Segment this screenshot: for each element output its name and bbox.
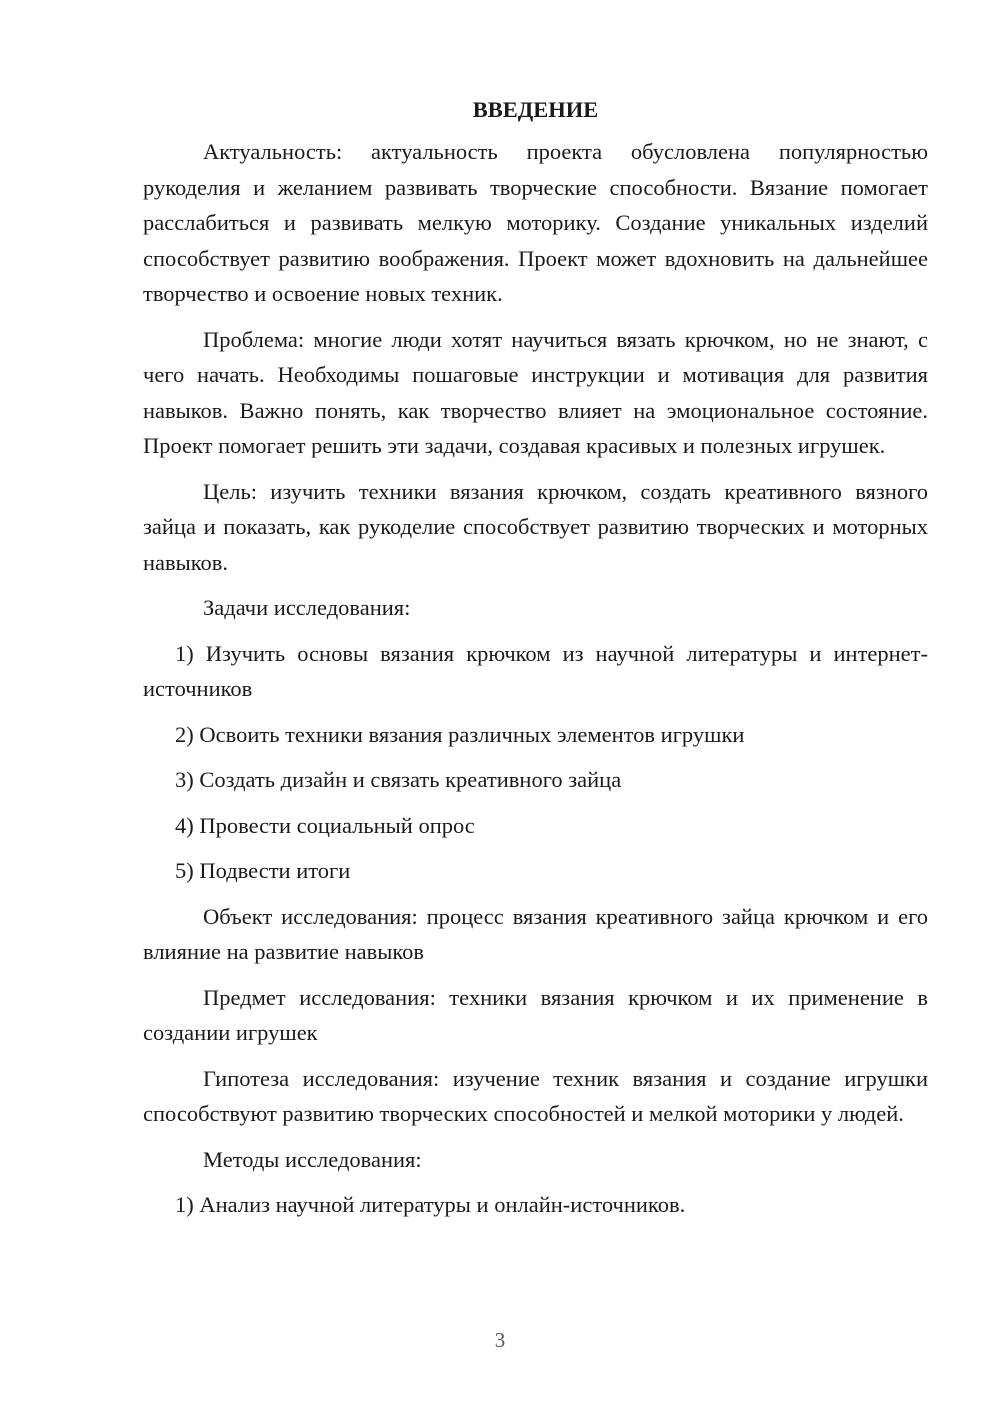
task-item-2: 2) Освоить техники вязания различных элементов игрушки	[175, 721, 745, 747]
task-item-1: 1) Изучить основы вязания крючком из научной литературы и интернет-источников	[143, 640, 928, 701]
subject-paragraph: Предмет исследования: техники вязания крючком и их применение в создании игрушек	[143, 984, 928, 1045]
page-number: 3	[494, 1328, 506, 1352]
relevance-paragraph: Актуальность: актуальность проекта обусловлена популярностью рукоделия и желанием развивать творческие способности. Вязание помогает расслабиться и развивать мелкую моторику. Создание уникальных изделий способствует развитию воображения. Проект может вдохновить на дальнейшее творчество и освоение новых техник.	[143, 139, 928, 306]
method-item-1: 1) Анализ научной литературы и онлайн-источников.	[175, 1192, 686, 1217]
task-item-3: 3) Создать дизайн и связать креативного зайца	[175, 767, 622, 792]
hypothesis-paragraph: Гипотеза исследования: изучение техник вязания и создание игрушки способствуют развитию творческих способностей и мелкой моторики у людей.	[143, 1065, 928, 1126]
page-title: ВВЕДЕНИЕ	[472, 97, 599, 122]
task-item-5: 5) Подвести итоги	[175, 858, 351, 883]
goal-paragraph: Цель: изучить техники вязания крючком, создать креативного вязного зайца и показать, как рукоделие способствует развитию творческих и моторных навыков.	[143, 478, 928, 575]
methods-heading: Методы исследования:	[203, 1146, 422, 1172]
tasks-heading: Задачи исследования:	[203, 595, 411, 620]
page-content	[143, 92, 928, 1233]
object-paragraph: Объект исследования: процесс вязания креативного зайца крючком и его влияние на развитие навыков	[143, 903, 928, 964]
task-item-4: 4) Провести социальный опрос	[175, 812, 475, 838]
problem-paragraph: Проблема: многие люди хотят научиться вязать крючком, но не знают, с чего начать. Необходимы пошаговые инструкции и мотивация для развития навыков. Важно понять, как творчество влияет на эмоциональное состояние. Проект помогает решить эти задачи, создавая красивых и полезных игрушек.	[143, 326, 928, 458]
